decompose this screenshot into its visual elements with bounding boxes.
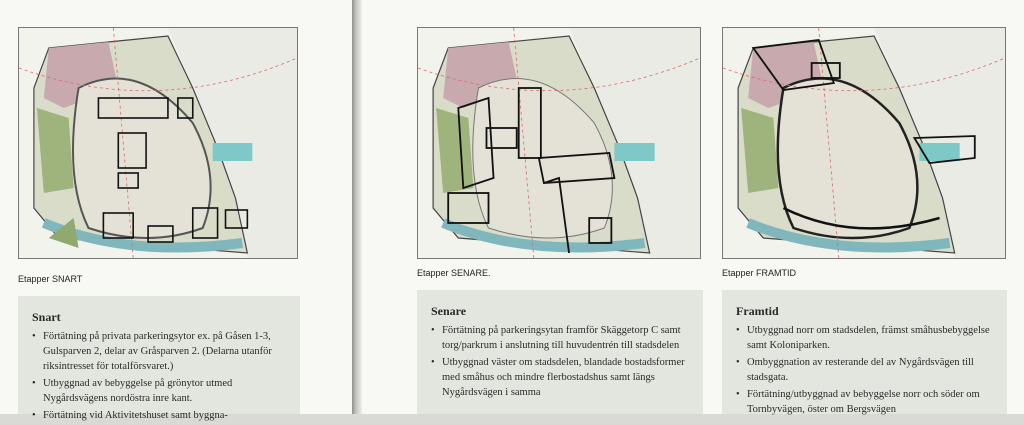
list-item: • Utbyggnad väster om stadsdelen, blandade bostadsformer med småhus och mindre flerbostadshus samt längs Nygårdsvägen i samma xyxy=(431,355,695,400)
map-snart xyxy=(18,27,298,259)
textbox-snart xyxy=(18,296,300,421)
textbox-framtid xyxy=(722,290,1007,414)
map-senare xyxy=(417,27,701,259)
list-item: • Förtätning vid Aktivitetshuset samt byggna- xyxy=(32,408,292,423)
list-snart xyxy=(32,329,292,425)
caption-senare: Etapper SENARE. xyxy=(417,268,491,278)
list-item: • Förtätning/utbyggnad av bebyggelse norr och söder om Tornbyvägen, öster om Bergsvägen xyxy=(736,387,999,417)
list-item: • Förtätning på privata parkeringsytor ex. på Gåsen 1-3, Gulsparven 2, delar av Gråsparven 2. (Delarna utanför riksintresset för totalförsvaret.) xyxy=(32,329,292,374)
list-senare xyxy=(431,323,695,402)
list-framtid xyxy=(736,323,999,419)
list-item: • Utbyggnad norr om stadsdelen, främst småhusbebyggelse samt Koloniparken. xyxy=(736,323,999,353)
caption-snart: Etapper SNART xyxy=(18,274,83,284)
list-item: • Utbyggnad av bebyggelse på grönytor utmed Nygårdsvägens nordöstra inre kant. xyxy=(32,376,292,406)
textbox-senare xyxy=(417,290,703,414)
heading-framtid: Framtid xyxy=(736,304,779,318)
list-item: • Förtätning på parkeringsytan framför Skäggetorp C samt torg/parkrum i anslutning till huvudentrén till stadsdelen xyxy=(431,323,695,353)
book-gutter xyxy=(352,0,362,414)
map-framtid xyxy=(722,27,1006,259)
heading-senare: Senare xyxy=(431,304,467,318)
list-item: • Ombyggnation av resterande del av Nygårdsvägen till stadsgata. xyxy=(736,355,999,385)
caption-framtid: Etapper FRAMTID xyxy=(722,268,797,278)
heading-snart: Snart xyxy=(32,310,61,324)
